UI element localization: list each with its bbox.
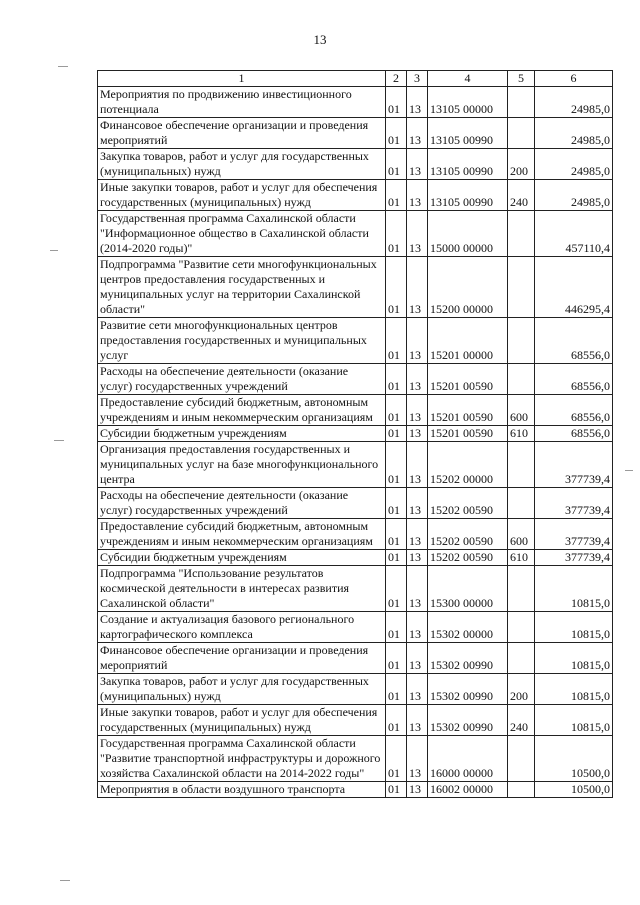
row-expense-type: 600: [508, 519, 535, 550]
row-subsection: 13: [407, 257, 428, 318]
row-amount: 24985,0: [535, 149, 613, 180]
row-amount: 457110,4: [535, 211, 613, 257]
row-section: 01: [386, 566, 407, 612]
row-amount: 377739,4: [535, 488, 613, 519]
row-expense-type: [508, 488, 535, 519]
row-expense-type: 610: [508, 550, 535, 566]
row-subsection: 13: [407, 519, 428, 550]
row-section: 01: [386, 736, 407, 782]
row-section: 01: [386, 87, 407, 118]
row-expense-type: [508, 364, 535, 395]
row-expense-type: [508, 736, 535, 782]
row-amount: 10500,0: [535, 782, 613, 798]
row-subsection: 13: [407, 705, 428, 736]
row-section: 01: [386, 612, 407, 643]
row-expense-type: 240: [508, 180, 535, 211]
row-amount: 10815,0: [535, 674, 613, 705]
table-row: [98, 257, 613, 318]
row-description: Субсидии бюджетным учреждениям: [98, 426, 386, 442]
row-target-article: 15302 00000: [428, 612, 508, 643]
row-subsection: 13: [407, 643, 428, 674]
table-row: [98, 566, 613, 612]
row-description: Закупка товаров, работ и услуг для государственных (муниципальных) нужд: [98, 149, 386, 180]
row-amount: 24985,0: [535, 180, 613, 211]
row-target-article: 13105 00990: [428, 118, 508, 149]
row-description: Подпрограмма "Использование результатов космической деятельности в интересах развития Сахалинской области": [98, 566, 386, 612]
row-expense-type: [508, 566, 535, 612]
row-description: Предоставление субсидий бюджетным, автономным учреждениям и иным некоммерческим организациям: [98, 519, 386, 550]
row-section: 01: [386, 211, 407, 257]
table-row: [98, 643, 613, 674]
row-description: Создание и актуализация базового регионального картографического комплекса: [98, 612, 386, 643]
row-target-article: 15302 00990: [428, 643, 508, 674]
table-row: [98, 395, 613, 426]
row-amount: 24985,0: [535, 87, 613, 118]
row-subsection: 13: [407, 442, 428, 488]
row-amount: 24985,0: [535, 118, 613, 149]
row-section: 01: [386, 674, 407, 705]
column-header: 4: [428, 71, 508, 87]
row-subsection: 13: [407, 87, 428, 118]
row-expense-type: [508, 782, 535, 798]
row-amount: 377739,4: [535, 442, 613, 488]
row-target-article: 15000 00000: [428, 211, 508, 257]
row-target-article: 16002 00000: [428, 782, 508, 798]
row-description: Предоставление субсидий бюджетным, автономным учреждениям и иным некоммерческим организациям: [98, 395, 386, 426]
row-description: Субсидии бюджетным учреждениям: [98, 550, 386, 566]
row-section: 01: [386, 519, 407, 550]
row-section: 01: [386, 395, 407, 426]
row-subsection: 13: [407, 736, 428, 782]
column-header: 3: [407, 71, 428, 87]
row-expense-type: [508, 643, 535, 674]
row-amount: 10500,0: [535, 736, 613, 782]
row-expense-type: 240: [508, 705, 535, 736]
row-target-article: 15201 00590: [428, 395, 508, 426]
row-amount: 10815,0: [535, 566, 613, 612]
row-expense-type: [508, 318, 535, 364]
row-description: Мероприятия в области воздушного транспорта: [98, 782, 386, 798]
table-row: [98, 782, 613, 798]
table-row: [98, 705, 613, 736]
row-expense-type: [508, 87, 535, 118]
column-header: 2: [386, 71, 407, 87]
row-subsection: 13: [407, 180, 428, 211]
row-description: Финансовое обеспечение организации и проведения мероприятий: [98, 118, 386, 149]
row-expense-type: 600: [508, 395, 535, 426]
column-header: 5: [508, 71, 535, 87]
page-number: 13: [313, 32, 327, 47]
row-description: Организация предоставления государственных и муниципальных услуг на базе многофункционального центра: [98, 442, 386, 488]
row-target-article: 15300 00000: [428, 566, 508, 612]
row-subsection: 13: [407, 364, 428, 395]
row-amount: 10815,0: [535, 705, 613, 736]
scan-mark: [60, 880, 70, 881]
table-row: [98, 612, 613, 643]
column-header: 6: [535, 71, 613, 87]
row-expense-type: [508, 118, 535, 149]
table-row: [98, 736, 613, 782]
row-expense-type: 200: [508, 674, 535, 705]
table-row: [98, 180, 613, 211]
row-description: Расходы на обеспечение деятельности (оказание услуг) государственных учреждений: [98, 488, 386, 519]
table-row: [98, 118, 613, 149]
row-subsection: 13: [407, 118, 428, 149]
row-subsection: 13: [407, 426, 428, 442]
table-row: [98, 87, 613, 118]
table-row: [98, 442, 613, 488]
row-section: 01: [386, 488, 407, 519]
scan-mark: [54, 440, 64, 441]
row-target-article: 15202 00590: [428, 488, 508, 519]
table-row: [98, 550, 613, 566]
scan-mark: [625, 470, 633, 471]
row-description: Финансовое обеспечение организации и проведения мероприятий: [98, 643, 386, 674]
row-section: 01: [386, 364, 407, 395]
scan-mark: [50, 250, 58, 251]
row-description: Государственная программа Сахалинской области "Развитие транспортной инфраструктуры и дорожного хозяйства Сахалинской области на 2014-2022 годы": [98, 736, 386, 782]
row-target-article: 15202 00590: [428, 519, 508, 550]
row-description: Закупка товаров, работ и услуг для государственных (муниципальных) нужд: [98, 674, 386, 705]
row-description: Государственная программа Сахалинской области "Информационное общество в Сахалинской области (2014-2020 годы)": [98, 211, 386, 257]
row-subsection: 13: [407, 782, 428, 798]
row-subsection: 13: [407, 566, 428, 612]
row-target-article: 16000 00000: [428, 736, 508, 782]
row-expense-type: [508, 612, 535, 643]
row-section: 01: [386, 643, 407, 674]
row-target-article: 15201 00590: [428, 426, 508, 442]
row-target-article: 13105 00990: [428, 180, 508, 211]
row-amount: 68556,0: [535, 364, 613, 395]
budget-table: [97, 70, 613, 798]
table-row: [98, 149, 613, 180]
row-section: 01: [386, 442, 407, 488]
row-description: Расходы на обеспечение деятельности (оказание услуг) государственных учреждений: [98, 364, 386, 395]
row-amount: 68556,0: [535, 318, 613, 364]
scan-mark: [58, 66, 68, 67]
row-amount: 377739,4: [535, 519, 613, 550]
row-description: Иные закупки товаров, работ и услуг для обеспечения государственных (муниципальных) нужд: [98, 180, 386, 211]
row-target-article: 15202 00000: [428, 442, 508, 488]
row-section: 01: [386, 705, 407, 736]
table-row: [98, 674, 613, 705]
row-target-article: 15302 00990: [428, 674, 508, 705]
table-row: [98, 426, 613, 442]
row-section: 01: [386, 257, 407, 318]
row-target-article: 15201 00590: [428, 364, 508, 395]
row-subsection: 13: [407, 488, 428, 519]
row-target-article: 13105 00000: [428, 87, 508, 118]
row-amount: 446295,4: [535, 257, 613, 318]
row-amount: 10815,0: [535, 643, 613, 674]
row-section: 01: [386, 426, 407, 442]
column-header: 1: [98, 71, 386, 87]
row-section: 01: [386, 550, 407, 566]
row-section: 01: [386, 318, 407, 364]
row-subsection: 13: [407, 612, 428, 643]
header-row: [98, 71, 613, 87]
row-target-article: 15200 00000: [428, 257, 508, 318]
row-expense-type: [508, 442, 535, 488]
row-subsection: 13: [407, 211, 428, 257]
table-row: [98, 519, 613, 550]
row-target-article: 13105 00990: [428, 149, 508, 180]
row-description: Иные закупки товаров, работ и услуг для обеспечения государственных (муниципальных) нужд: [98, 705, 386, 736]
row-section: 01: [386, 782, 407, 798]
row-expense-type: 200: [508, 149, 535, 180]
row-target-article: 15201 00000: [428, 318, 508, 364]
row-subsection: 13: [407, 550, 428, 566]
row-section: 01: [386, 149, 407, 180]
row-subsection: 13: [407, 149, 428, 180]
row-subsection: 13: [407, 395, 428, 426]
row-amount: 377739,4: [535, 550, 613, 566]
row-section: 01: [386, 180, 407, 211]
row-subsection: 13: [407, 318, 428, 364]
row-description: Подпрограмма "Развитие сети многофункциональных центров предоставления государственных и муниципальных услуг на территории Сахалинской области": [98, 257, 386, 318]
table-row: [98, 488, 613, 519]
table-row: [98, 364, 613, 395]
table-row: [98, 211, 613, 257]
row-section: 01: [386, 118, 407, 149]
row-target-article: 15302 00990: [428, 705, 508, 736]
row-expense-type: [508, 211, 535, 257]
row-amount: 68556,0: [535, 395, 613, 426]
row-subsection: 13: [407, 674, 428, 705]
row-description: Развитие сети многофункциональных центров предоставления государственных и муниципальных услуг: [98, 318, 386, 364]
row-expense-type: 610: [508, 426, 535, 442]
row-target-article: 15202 00590: [428, 550, 508, 566]
row-description: Мероприятия по продвижению инвестиционного потенциала: [98, 87, 386, 118]
row-expense-type: [508, 257, 535, 318]
row-amount: 68556,0: [535, 426, 613, 442]
table-row: [98, 318, 613, 364]
row-amount: 10815,0: [535, 612, 613, 643]
